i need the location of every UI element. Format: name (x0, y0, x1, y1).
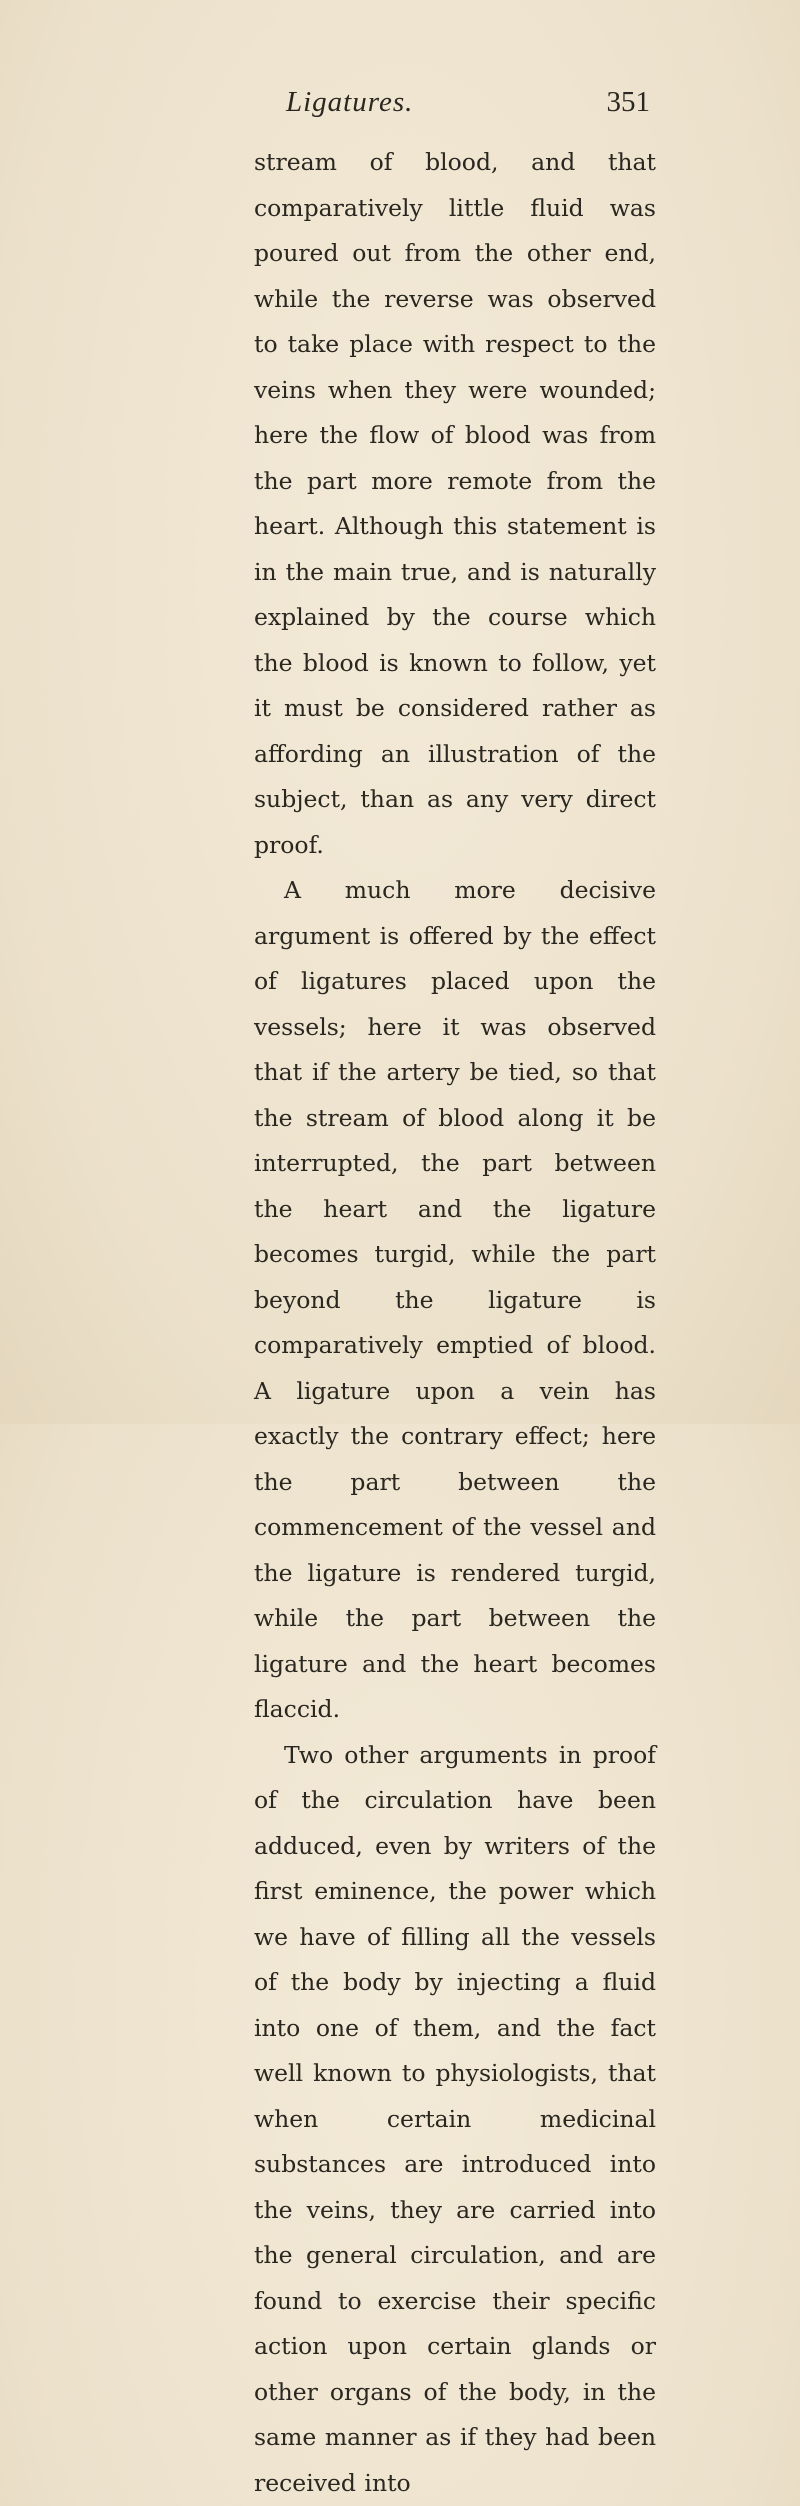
page-number: 351 (607, 84, 651, 120)
running-head (0, 84, 800, 124)
body-text (254, 140, 656, 2506)
running-title: Ligatures. (286, 84, 413, 120)
paragraph-other-arguments: Two other arguments in proof of the circulation have been adduced, even by writers of the first eminence, the power which we have of filling all the vessels of the body by injecting a fluid into one of them, and the fact well known to physiologists, that when certain medicinal substances are introduced into the veins, they are carried into the general circulation, and are found to exercise their specific action upon certain glands or other organs of the body, in the same manner as if they had been received into (254, 1733, 656, 2506)
paragraph-continued: stream of blood, and that comparatively little fluid was poured out from the other end, while the reverse was observed to take place with respect to the veins when they were wounded; here the flow of blood was from the part more remote from the heart. Although this statement is in the main true, and is naturally explained by the course which the blood is known to follow, yet it must be considered rather as affording an illustration of the subject, than as any very direct proof. (254, 140, 656, 868)
paragraph-ligature-argument: A much more decisive argument is offered by the effect of ligatures placed upon the vessels; here it was observed that if the artery be tied, so that the stream of blood along it be interrupted, the part between the heart and the ligature becomes turgid, while the part beyond the ligature is comparatively emptied of blood. A ligature upon a vein has exactly the contrary effect; here the part between the commencement of the vessel and the ligature is rendered turgid, while the part between the ligature and the heart becomes flaccid. (254, 868, 656, 1733)
